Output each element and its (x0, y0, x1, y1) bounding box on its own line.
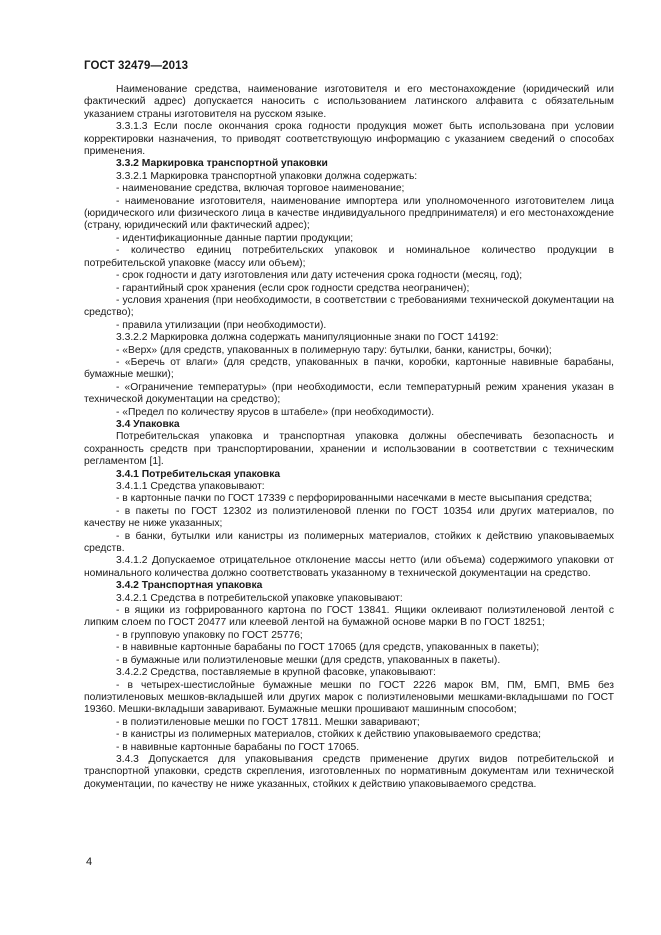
list-item: - в банки, бутылки или канистры из полимерных материалов, стойких к действию упаковываемых средств. (84, 530, 614, 555)
list-item: - в канистры из полимерных материалов, стойких к действию упаковываемого средства; (116, 729, 541, 741)
section-heading: 3.4.2 Транспортная упаковка (116, 580, 263, 592)
section-heading: 3.3.2 Маркировка транспортной упаковки (116, 158, 328, 170)
list-item: - срок годности и дату изготовления или дату истечения срока годности (месяц, год); (116, 270, 523, 282)
paragraph: 3.4.1.1 Средства упаковывают: (116, 481, 265, 492)
list-item: - гарантийный срок хранения (если срок годности средства неограничен); (116, 282, 470, 294)
paragraph: 3.4.2.1 Средства в потребительской упаковке упаковывают: (116, 592, 403, 604)
list-item: - правила утилизации (при необходимости). (116, 319, 327, 331)
list-item: - в четырех-шестислойные бумажные мешки по ГОСТ 2226 марок ВМ, ПМ, БМП, ВМБ без полиэтиленовых мешков-вкладышей или других марок с полиэтиленовыми мешками-вкладышами по ГОСТ 19360. Мешки-вкладыши заваривают. Бумажные мешки прошивают машинным способом; (84, 679, 614, 716)
list-item: - в бумажные или полиэтиленовые мешки (для средств, упакованных в пакеты). (116, 654, 501, 666)
list-item: - в полиэтиленовые мешки по ГОСТ 17811. Мешки заваривают; (116, 716, 420, 728)
paragraph: Наименование средства, наименование изготовителя и его местонахождение (юридический или фактический адрес) допускается наносить с использованием латинского алфавита с обязательным указанием страны изготовителя на русском языке. (84, 84, 614, 120)
paragraph: 3.3.2.1 Маркировка транспортной упаковки должна содержать: (116, 170, 418, 182)
section-heading: 3.4.1 Потребительская упаковка (116, 468, 281, 480)
paragraph: 3.3.2.2 Маркировка должна содержать манипуляционные знаки по ГОСТ 14192: (116, 332, 499, 344)
list-item: - «Беречь от влаги» (для средств, упакованных в пачки, коробки, картонные навивные барабаны, бумажные мешки); (84, 356, 614, 381)
paragraph: 3.3.1.3 Если после окончания срока годности продукция может быть использована при условии корректировки назначения, то приводят соответствующую информацию с указанием сведений о способах применения. (84, 121, 614, 158)
list-item: - идентификационные данные партии продукции; (116, 232, 354, 244)
list-item: - наименование средства, включая торговое наименование; (116, 183, 405, 195)
list-item: - «Верх» (для средств, упакованных в полимерную тару: бутылки, банки, канистры, бочки); (116, 344, 552, 356)
list-item: - наименование изготовителя, наименование импортера или уполномоченного изготовителем лица (юридического или физического лица в качестве индивидуального предпринимателя) и его местонахождение (страну, юридический или фактический адрес); (84, 195, 614, 232)
list-item: - «Предел по количеству ярусов в штабеле» (при необходимости). (116, 406, 435, 418)
paragraph: 3.4.1.2 Допускаемое отрицательное отклонение массы нетто (или объема) содержимого упаковки от номинального количества должно соответствовать указанному в технической документации на средство. (84, 555, 614, 579)
list-item: - в групповую упаковку по ГОСТ 25776; (116, 629, 303, 641)
list-item: - в навивные картонные барабаны по ГОСТ 17065. (116, 741, 360, 753)
list-item: - «Ограничение температуры» (при необходимости, если температурный режим хранения указан в технической документации на средство); (84, 381, 614, 406)
paragraph: 3.4.3 Допускается для упаковывания средств применение других видов потребительской и транспортной упаковки, средств скрепления, изготовленных по нормативным документам или технической документации, по качеству не ниже указанных, стойких к действию упаковываемого средства. (84, 753, 614, 790)
list-item: - условия хранения (при необходимости, в соответствии с требованиями технической документации на средство); (84, 294, 614, 319)
list-item: - в пакеты по ГОСТ 12302 из полиэтиленовой пленки по ГОСТ 10354 или других материалов, по качеству не ниже указанных; (84, 505, 614, 530)
document-header: ГОСТ 32479—2013 (84, 60, 189, 72)
section-heading: 3.4 Упаковка (116, 418, 180, 430)
list-item: - в навивные картонные барабаны по ГОСТ 17065 (для средств, упакованных в пакеты); (116, 642, 540, 654)
document-body (84, 84, 614, 791)
list-item: - в картонные пачки по ГОСТ 17339 с перфорированными насечками в месте высыпания средства; (116, 493, 593, 505)
paragraph: Потребительская упаковка и транспортная упаковка должны обеспечивать безопасность и сохранность средств при транспортировании, хранении и использовании в соответствии с техническим регламентом [1]. (84, 431, 614, 468)
list-item: - количество единиц потребительских упаковок и номинальное количество продукции в потребительской упаковке (массу или объем); (84, 245, 614, 269)
list-item: - в ящики из гофрированного картона по ГОСТ 13841. Ящики оклеивают полиэтиленовой лентой с липким слоем по ГОСТ 20477 или клеевой лентой на бумажной основе марки В по ГОСТ 18251; (84, 605, 614, 629)
paragraph: 3.4.2.2 Средства, поставляемые в крупной фасовке, упаковывают: (116, 667, 436, 679)
page-number: 4 (86, 856, 93, 868)
